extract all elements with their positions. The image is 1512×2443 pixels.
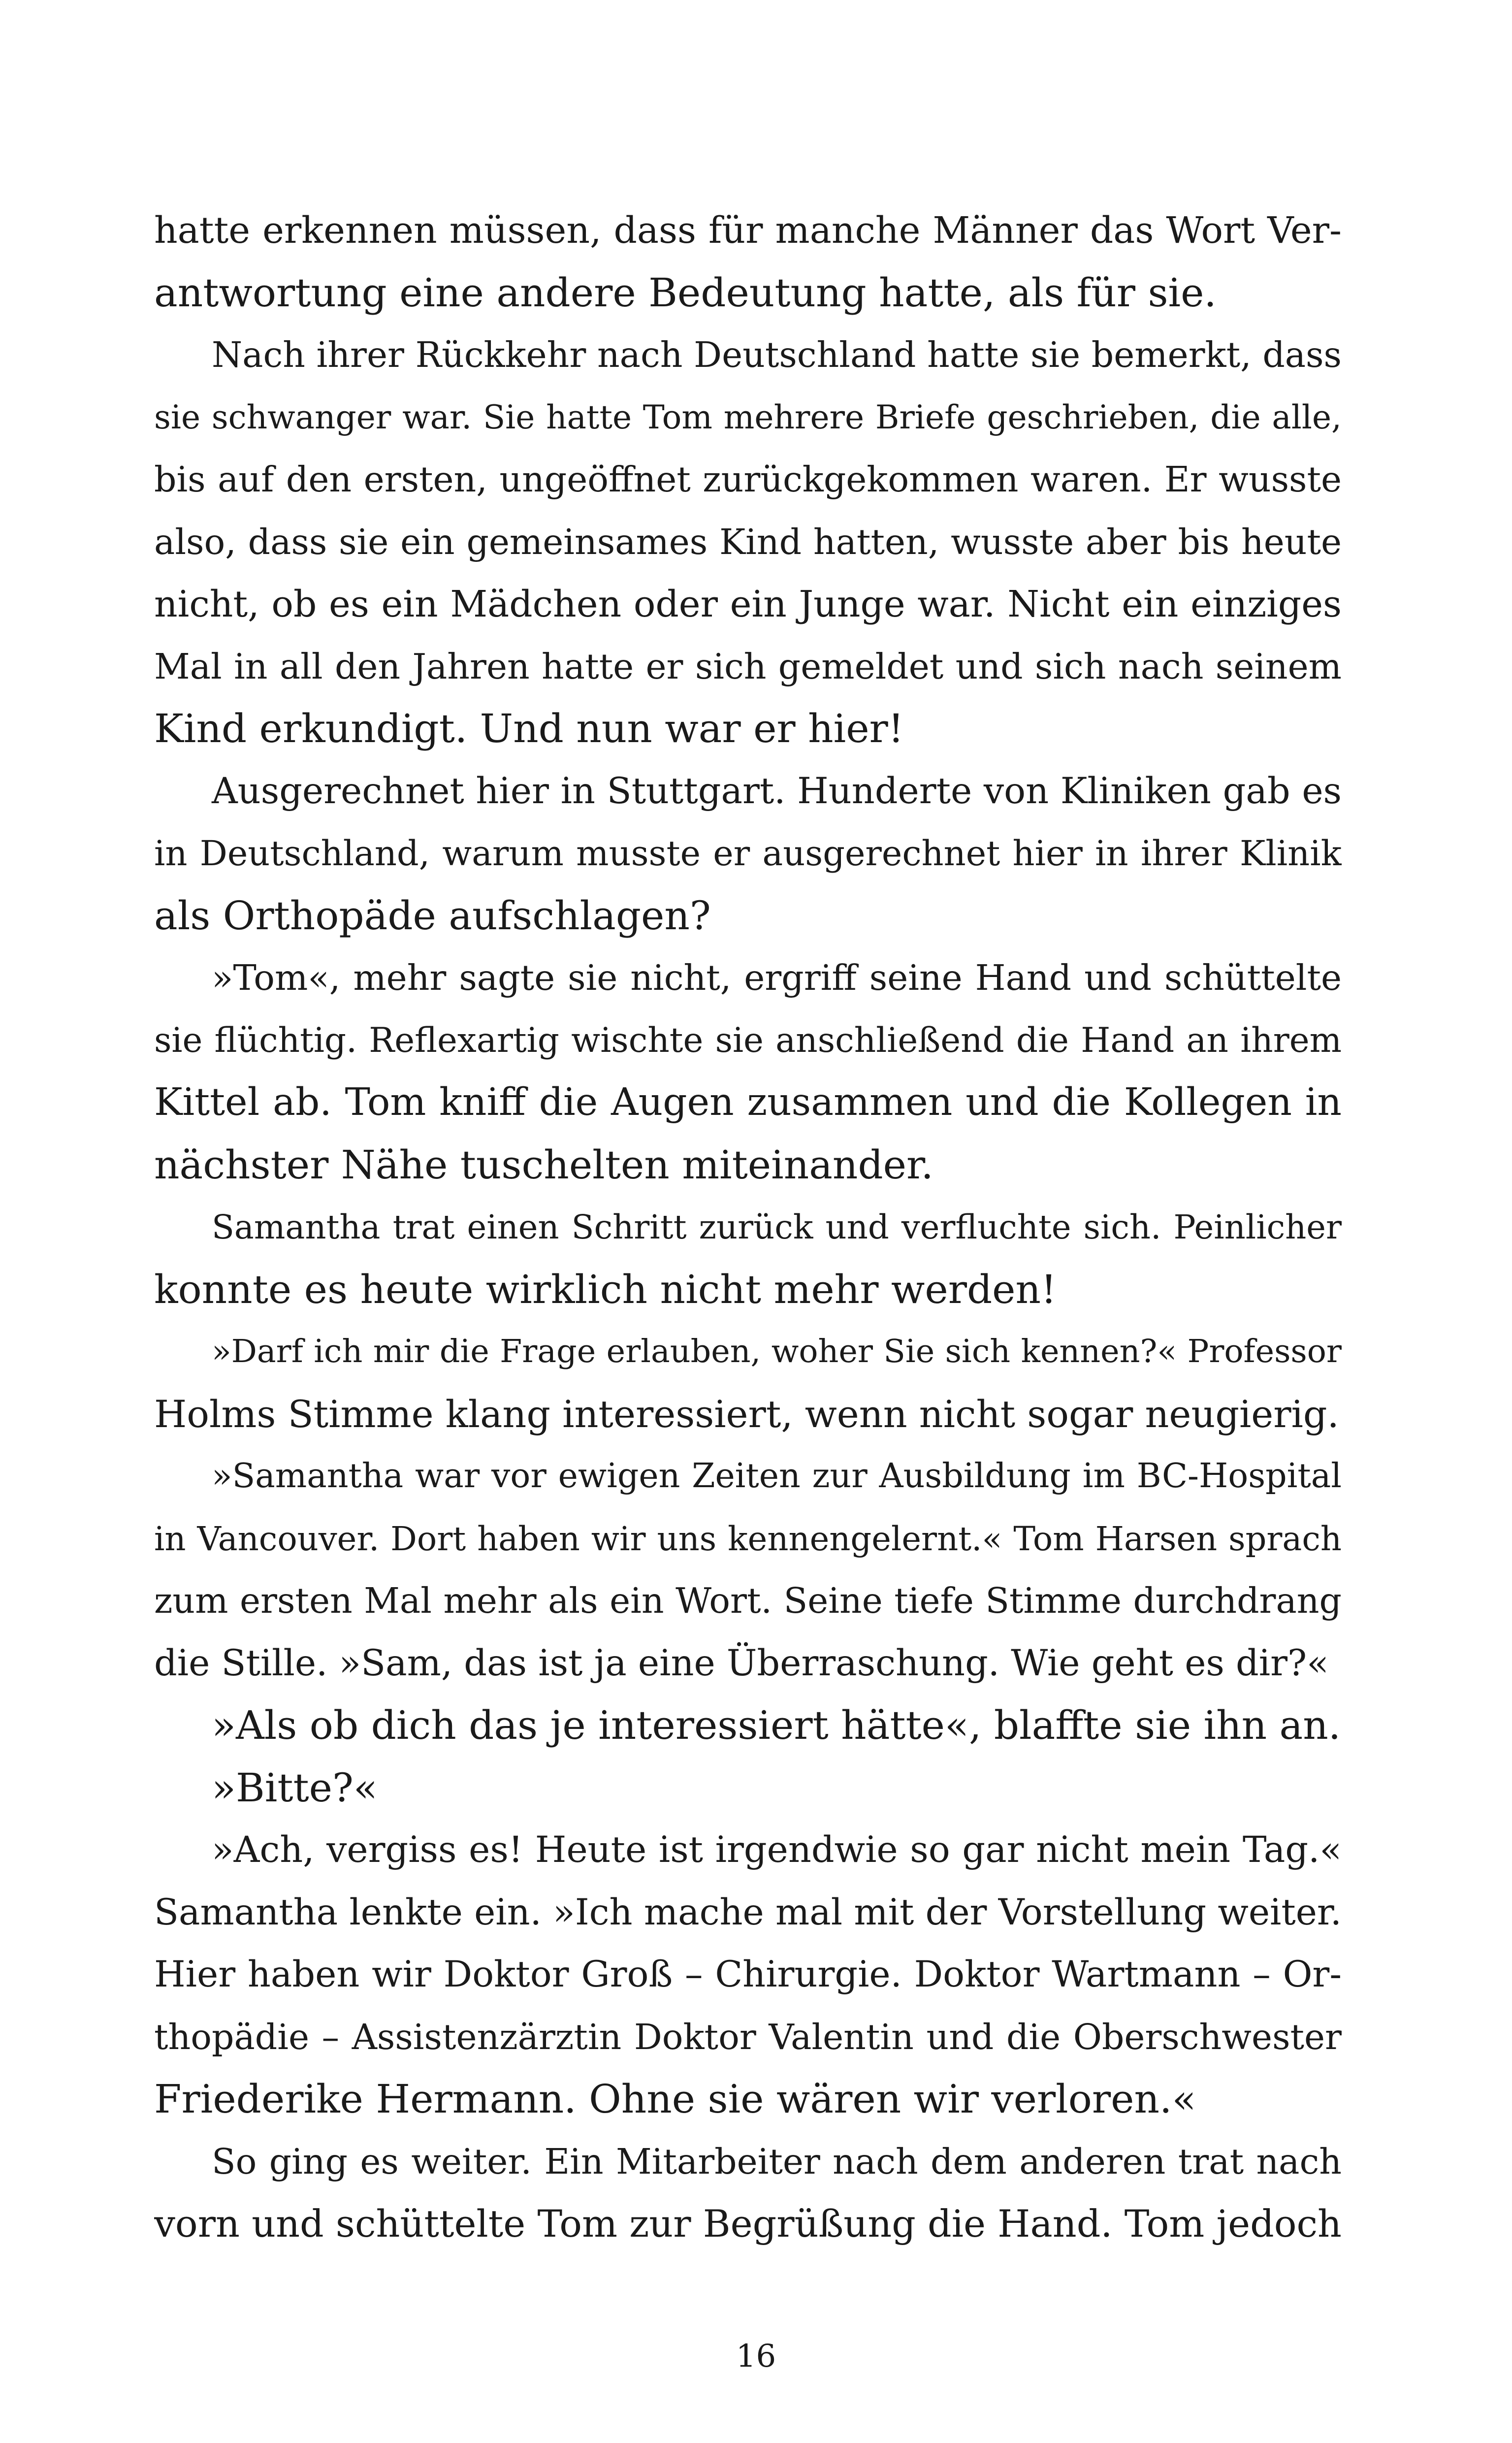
text-line: So ging es weiter. Ein Mitarbeiter nach dem anderen trat nach [212,2141,1342,2182]
text-line: also, dass sie ein gemeinsames Kind hatten, wusste aber bis heute [154,521,1342,562]
text-line: Samantha lenkte ein. »Ich mache mal mit der Vorstellung weiter. [154,1891,1342,1933]
text-line: Friederike Hermann. Ohne sie wären wir verloren.« [154,2076,1196,2122]
text-line: Kind erkundigt. Und nun war er hier! [154,706,904,751]
text-line: Ausgerechnet hier in Stuttgart. Hunderte von Kliniken gab es [212,770,1342,812]
text-line: Holms Stimme klang interessiert, wenn nicht sogar neugierig. [154,1392,1339,1436]
text-line: Mal in all den Jahren hatte er sich gemeldet und sich nach seinem [154,646,1342,687]
text-line: bis auf den ersten, ungeöffnet zurückgekommen waren. Er wusste [154,459,1342,500]
text-line: sie schwanger war. Sie hatte Tom mehrere Briefe geschrieben, die alle, [154,398,1342,436]
text-line: »Tom«, mehr sagte sie nicht, ergriff seine Hand und schüttelte [212,957,1342,998]
text-line: die Stille. »Sam, das ist ja eine Überraschung. Wie geht es dir?« [154,1642,1329,1684]
text-line: »Als ob dich das je interessiert hätte«, blaffte sie ihn an. [212,1702,1341,1748]
text-line: thopädie – Assistenzärztin Doktor Valentin und die Oberschwester [154,2016,1342,2057]
text-line: nächster Nähe tuschelten miteinander. [154,1141,933,1188]
text-line: antwortung eine andere Bedeutung hatte, als für sie. [154,269,1217,316]
page-number: 16 [736,2338,776,2375]
text-line: als Orthopäde aufschlagen? [154,892,711,939]
text-line: Hier haben wir Doktor Groß – Chirurgie. Doktor Wartmann – Or- [154,1954,1342,1995]
text-line: konnte es heute wirklich nicht mehr werden! [154,1266,1057,1312]
text-line: Samantha trat einen Schritt zurück und verfluchte sich. Peinlicher [212,1208,1342,1246]
text-line: »Samantha war vor ewigen Zeiten zur Ausbildung im BC-Hospital [212,1457,1342,1496]
text-line: in Deutschland, warum musste er ausgerechnet hier in ihrer Klinik [154,833,1342,874]
text-line: »Ach, vergiss es! Heute ist irgendwie so gar nicht mein Tag.« [212,1829,1342,1871]
text-line: »Bitte?« [212,1764,378,1811]
text-line: in Vancouver. Dort haben wir uns kennengelernt.« Tom Harsen sprach [154,1519,1342,1558]
text-line: zum ersten Mal mehr als ein Wort. Seine tiefe Stimme durchdrang [154,1580,1342,1621]
text-line: Nach ihrer Rückkehr nach Deutschland hatte sie bemerkt, dass [212,334,1342,375]
body-text [154,199,1342,2255]
text-line: »Darf ich mir die Frage erlauben, woher Sie sich kennen?« Professor [212,1333,1342,1370]
text-line: hatte erkennen müssen, dass für manche Männer das Wort Ver- [154,209,1342,252]
text-line: nicht, ob es ein Mädchen oder ein Junge war. Nicht ein einziges [154,583,1342,625]
text-line: Kittel ab. Tom kniff die Augen zusammen und die Kollegen in [154,1080,1342,1124]
text-line: sie flüchtig. Reflexartig wischte sie anschließend die Hand an ihrem [154,1020,1342,1060]
text-line: vorn und schüttelte Tom zur Begrüßung die Hand. Tom jedoch [154,2202,1342,2246]
